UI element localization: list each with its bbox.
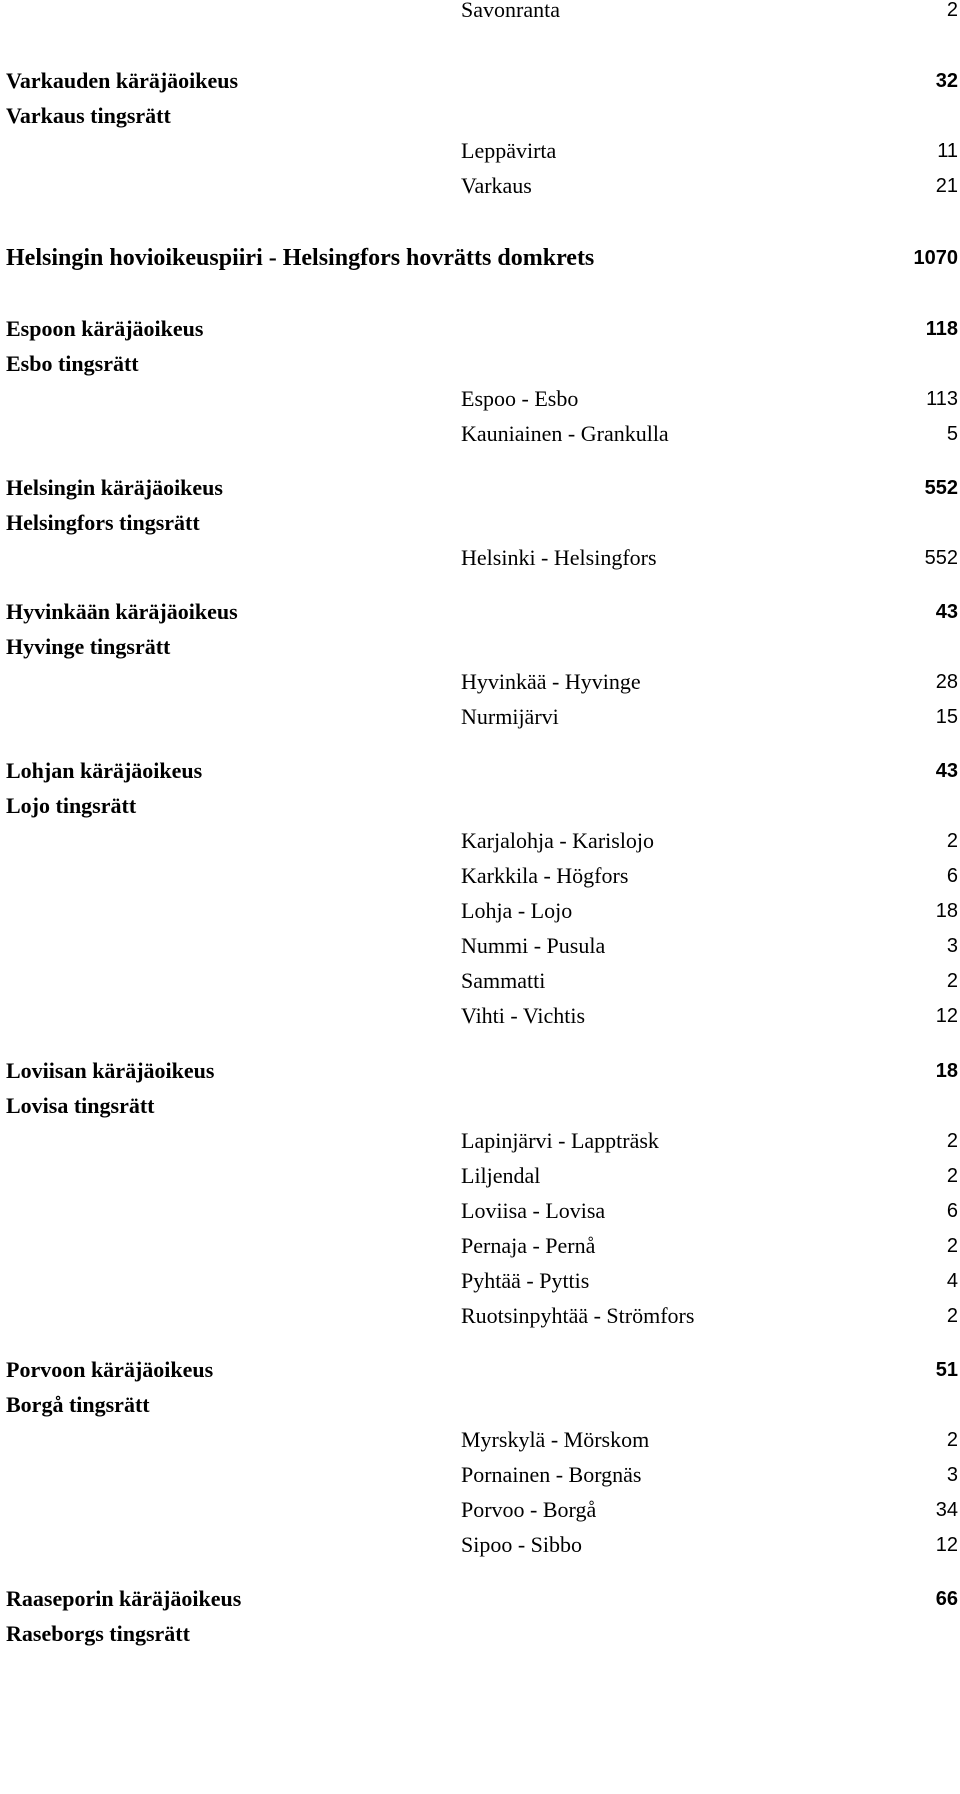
table-row-court (0, 1584, 960, 1614)
municipality-name: Liljendal (461, 1163, 541, 1188)
court-count: 43 (935, 601, 958, 623)
table-row-municipality (0, 1301, 960, 1331)
municipality-count: 4 (946, 1270, 958, 1292)
municipality-count: 2 (946, 1235, 958, 1257)
district-name: Helsingin hovioikeuspiiri - Helsingfors hovrätts domkrets (6, 245, 595, 271)
municipality-count: 11 (937, 140, 958, 162)
municipality-name: Porvoo - Borgå (461, 1497, 597, 1522)
court-name-finnish: Varkauden käräjäoikeus (6, 68, 239, 93)
table-row-court (0, 756, 960, 786)
municipality-name: Nummi - Pusula (461, 933, 606, 958)
municipality-count: 18 (935, 900, 958, 922)
table-row-municipality (0, 966, 960, 996)
table-row-municipality (0, 1196, 960, 1226)
court-count: 43 (935, 760, 958, 782)
municipality-count: 552 (924, 547, 958, 569)
court-name-swedish: Hyvinge tingsrätt (6, 634, 171, 659)
municipality-name: Kauniainen - Grankulla (461, 421, 669, 446)
municipality-name: Nurmijärvi (461, 704, 559, 729)
municipality-name: Hyvinkää - Hyvinge (461, 669, 641, 694)
court-name-finnish: Espoon käräjäoikeus (6, 316, 204, 341)
municipality-name: Espoo - Esbo (461, 386, 579, 411)
municipality-count: 113 (926, 388, 958, 410)
municipality-name: Leppävirta (461, 138, 557, 163)
table-row-municipality (0, 543, 960, 573)
table-row-municipality (0, 896, 960, 926)
municipality-name: Loviisa - Lovisa (461, 1198, 606, 1223)
court-count: 66 (935, 1588, 958, 1610)
table-row-municipality (0, 1001, 960, 1031)
municipality-name: Karjalohja - Karislojo (461, 828, 655, 853)
court-count: 32 (935, 70, 958, 92)
municipality-count: 12 (935, 1534, 958, 1556)
municipality-name: Varkaus (461, 173, 532, 198)
table-row-municipality (0, 0, 960, 25)
court-name-finnish: Lohjan käräjäoikeus (6, 758, 203, 783)
municipality-name: Pernaja - Pernå (461, 1233, 596, 1258)
municipality-count: 2 (946, 970, 958, 992)
court-name-finnish: Hyvinkään käräjäoikeus (6, 599, 238, 624)
table-row-court (0, 314, 960, 344)
municipality-count: 6 (946, 865, 958, 887)
municipality-count: 28 (935, 671, 958, 693)
court-name-swedish: Lojo tingsrätt (6, 793, 137, 818)
municipality-count: 12 (935, 1005, 958, 1027)
court-name-finnish: Raaseporin käräjäoikeus (6, 1586, 242, 1611)
table-row-municipality (0, 1425, 960, 1455)
table-row-municipality (0, 861, 960, 891)
court-count: 51 (935, 1359, 958, 1381)
municipality-count: 5 (946, 423, 958, 445)
court-count: 552 (924, 477, 958, 499)
court-name-swedish: Lovisa tingsrätt (6, 1093, 155, 1118)
table-row-municipality (0, 171, 960, 201)
municipality-name: Sipoo - Sibbo (461, 1532, 583, 1557)
table-row-municipality (0, 1126, 960, 1156)
table-row-court (0, 1355, 960, 1385)
table-row-municipality (0, 136, 960, 166)
municipality-count: 2 (946, 1130, 958, 1152)
municipality-name: Karkkila - Högfors (461, 863, 629, 888)
municipality-count: 6 (946, 1200, 958, 1222)
table-row-court-swedish (0, 101, 960, 131)
table-row-municipality (0, 1266, 960, 1296)
court-name-finnish: Porvoon käräjäoikeus (6, 1357, 214, 1382)
municipality-count: 3 (946, 1464, 958, 1486)
table-row-court (0, 597, 960, 627)
table-row-court-swedish (0, 1091, 960, 1121)
table-row-municipality (0, 826, 960, 856)
municipality-count: 2 (946, 1305, 958, 1327)
table-row-court-swedish (0, 791, 960, 821)
table-row-court (0, 1056, 960, 1086)
municipality-name: Lohja - Lojo (461, 898, 573, 923)
court-count: 18 (935, 1060, 958, 1082)
table-row-municipality (0, 384, 960, 414)
court-name-finnish: Loviisan käräjäoikeus (6, 1058, 215, 1083)
municipality-count: 2 (946, 1165, 958, 1187)
municipality-name: Pornainen - Borgnäs (461, 1462, 642, 1487)
court-name-swedish: Helsingfors tingsrätt (6, 510, 200, 535)
table-row-court-swedish (0, 632, 960, 662)
court-name-swedish: Varkaus tingsrätt (6, 103, 171, 128)
table-row-municipality (0, 1231, 960, 1261)
table-row-court-swedish (0, 508, 960, 538)
municipality-name: Vihti - Vichtis (461, 1003, 586, 1028)
table-row-municipality (0, 1460, 960, 1490)
court-name-swedish: Raseborgs tingsrätt (6, 1621, 190, 1646)
table-row-court-swedish (0, 1619, 960, 1649)
table-row-municipality (0, 1161, 960, 1191)
municipality-count: 21 (935, 175, 958, 197)
municipality-name: Sammatti (461, 968, 546, 993)
table-row-municipality (0, 702, 960, 732)
table-row-district (0, 243, 960, 273)
municipality-count: 2 (946, 1429, 958, 1451)
table-row-court-swedish (0, 349, 960, 379)
table-row-municipality (0, 1530, 960, 1560)
table-row-court (0, 66, 960, 96)
municipality-count: 3 (946, 935, 958, 957)
table-row-municipality (0, 931, 960, 961)
municipality-count: 2 (946, 0, 958, 21)
table-row-municipality (0, 1495, 960, 1525)
municipality-name: Pyhtää - Pyttis (461, 1268, 590, 1293)
municipality-name: Helsinki - Helsingfors (461, 545, 657, 570)
municipality-count: 34 (935, 1499, 958, 1521)
municipality-name: Savonranta (461, 0, 560, 22)
municipality-name: Ruotsinpyhtää - Strömfors (461, 1303, 695, 1328)
table-row-court (0, 473, 960, 503)
court-name-swedish: Esbo tingsrätt (6, 351, 139, 376)
court-count: 118 (925, 318, 958, 340)
table-row-municipality (0, 419, 960, 449)
table-row-municipality (0, 667, 960, 697)
court-name-finnish: Helsingin käräjäoikeus (6, 475, 223, 500)
court-name-swedish: Borgå tingsrätt (6, 1392, 150, 1417)
municipality-name: Myrskylä - Mörskom (461, 1427, 650, 1452)
municipality-count: 15 (935, 706, 958, 728)
municipality-count: 2 (946, 830, 958, 852)
table-row-court-swedish (0, 1390, 960, 1420)
district-count: 1070 (913, 247, 958, 269)
municipality-name: Lapinjärvi - Lappträsk (461, 1128, 659, 1153)
